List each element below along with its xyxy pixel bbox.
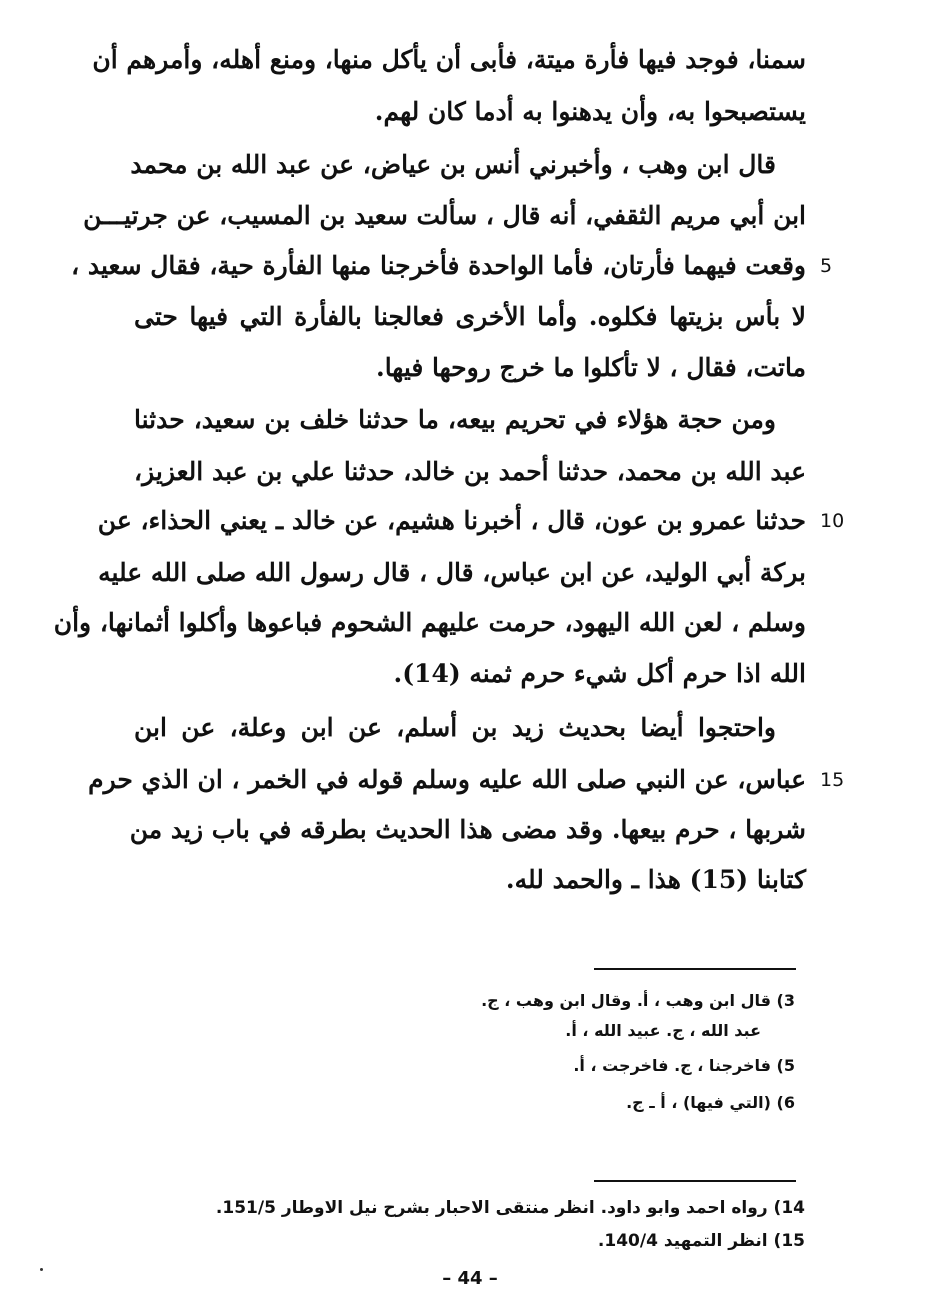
text-line-4: ابن أبي مريم الثقفي، أنه قال ، سألت سعيد بن المسيب، عن جرتيـــن	[83, 201, 806, 230]
footnote	[598, 1228, 805, 1254]
text-line-15: عباس، عن النبي صلى الله عليه وسلم قوله في الخمر ، ان الذي حرم	[88, 765, 806, 794]
line-number-15: 15	[820, 769, 845, 791]
apparatus-text: عبد الله ، ج. عبيد الله ، أ.	[565, 1021, 761, 1040]
text-line-9: عبد الله بن محمد، حدثنا أحمد بن خالد، حدثنا علي بن عبد العزيز،	[134, 457, 806, 486]
apparatus-text: (التي فيها) ، أ ـ ج.	[626, 1093, 771, 1112]
text-line-1: سمنا، فوجد فيها فأرة ميتة، فأبى أن يأكل منها، ومنع أهله، وأمرهم أن	[92, 45, 806, 74]
apparatus-number: 6)	[776, 1093, 795, 1112]
line-number-5: 5	[820, 255, 833, 277]
text-line-2: يستصبحوا به، وأن يدهنوا به أدما كان لهم.	[374, 97, 806, 126]
footnotes-divider	[594, 1180, 796, 1182]
text-line-3: قال ابن وهب ، وأخبرني أنس بن عياض، عن عبد الله بن محمد	[130, 150, 776, 179]
apparatus-number: 3)	[776, 991, 795, 1010]
footnote	[216, 1195, 805, 1221]
line-number-10: 10	[820, 510, 845, 532]
text-line-12: وسلم ، لعن الله اليهود، حرمت عليهم الشحوم فباعوها وأكلوا أثمانها، وأن	[53, 608, 806, 637]
text-line-11: بركة أبي الوليد، عن ابن عباس، قال ، قال رسول الله صلى الله عليه	[98, 558, 806, 587]
apparatus-note	[626, 1090, 795, 1116]
apparatus-divider	[594, 968, 796, 970]
apparatus-number: 5)	[776, 1056, 795, 1075]
text-line-13: الله اذا حرم أكل شيء حرم ثمنه (14).	[393, 659, 806, 688]
text-line-14: واحتجوا أيضا بحديث زيد بن أسلم، عن ابن وعلة، عن ابن	[134, 713, 776, 742]
page-number: – 44 –	[442, 1268, 498, 1289]
text-line-5: وقعت فيهما فأرتان، فأما الواحدة فأخرجنا منها الفأرة حية، فقال سعيد ،	[71, 251, 806, 280]
apparatus-text: فاخرجنا ، ج. فاخرجت ، أ.	[573, 1056, 771, 1075]
footnote-number: 15)	[773, 1231, 805, 1251]
footnote-text: رواه احمد وابو داود. انظر منتقى الاحبار بشرح نيل الاوطار 151/5.	[215, 1198, 768, 1218]
footnote-text: انظر التمهيد 140/4.	[597, 1231, 768, 1251]
apparatus-text: قال ابن وهب ، أ. وقال ابن وهب ، ج.	[481, 991, 771, 1010]
apparatus-note	[481, 988, 795, 1014]
text-line-7: ماتت، فقال ، لا تأكلوا ما خرج روحها فيها.	[375, 353, 806, 382]
text-line-17: كتابنا (15) هذا ـ والحمد لله.	[505, 865, 806, 894]
footnote-number: 14)	[773, 1198, 805, 1218]
text-line-8: ومن حجة هؤلاء في تحريم بيعه، ما حدثنا خلف بن سعيد، حدثنا	[134, 405, 776, 434]
text-line-6: لا بأس بزيتها فكلوه. وأما الأخرى فعالجنا بالفأرة التي فيها حتى	[134, 302, 806, 331]
text-line-16: شربها ، حرم بيعها. وقد مضى هذا الحديث بطرقه في باب زيد من	[129, 815, 806, 844]
text-line-10: حدثنا عمرو بن عون، قال ، أخبرنا هشيم، عن خالد ـ يعني الحذاء، عن	[97, 506, 806, 535]
apparatus-note	[573, 1053, 795, 1079]
scan-speck	[40, 1268, 43, 1271]
apparatus-note	[565, 1018, 761, 1044]
